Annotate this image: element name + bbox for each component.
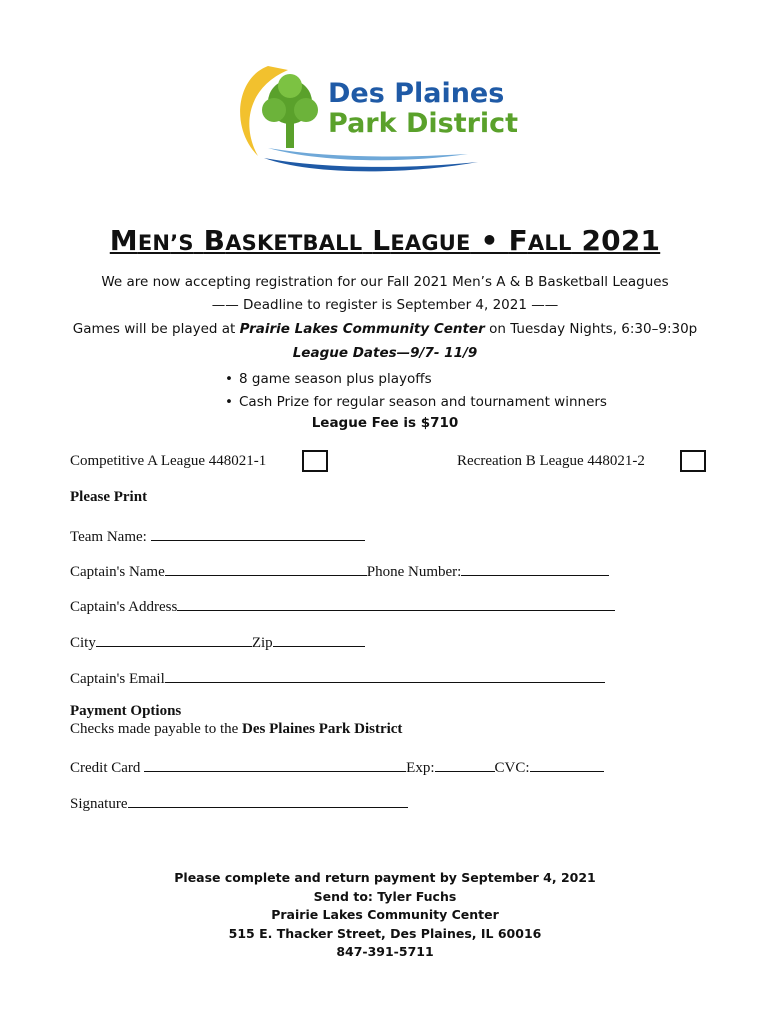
league-dates: League Dates—9/7- 11/9 — [292, 345, 478, 361]
credit-card-row: Credit Card Exp: CVC: — [70, 757, 604, 777]
league-fee: League Fee is $710 — [311, 415, 459, 431]
feature-list — [225, 368, 607, 414]
signature-field[interactable] — [128, 793, 408, 808]
captain-name-field[interactable] — [165, 561, 367, 576]
email-row: Captain's Email — [70, 668, 605, 688]
signature-row: Signature — [70, 793, 408, 813]
address-row: Captain's Address — [70, 596, 615, 616]
captain-name-row: Captain's Name Phone Number: — [70, 561, 609, 581]
footer-line: Please complete and return payment by September 4, 2021 — [174, 870, 596, 885]
list-item: • 8 game season plus playoffs — [225, 371, 432, 387]
credit-card-field[interactable] — [144, 757, 406, 772]
footer-line: 515 E. Thacker Street, Des Plaines, IL 60016 — [228, 925, 542, 941]
city-zip-row: City Zip — [70, 632, 365, 652]
park-district-logo — [228, 58, 548, 176]
list-item: • Cash Prize for regular season and tournament winners — [225, 394, 607, 410]
competitive-a-checkbox[interactable] — [302, 450, 328, 472]
phone-field[interactable] — [461, 561, 609, 576]
email-field[interactable] — [165, 668, 605, 683]
deadline-line: —— Deadline to register is September 4, 2021 —— — [211, 297, 559, 313]
logo-line-1: Des Plaines — [328, 78, 505, 109]
footer-line: 847-391-5711 — [336, 944, 434, 959]
logo-line-2: Park District — [328, 108, 519, 139]
recreation-b-checkbox[interactable] — [680, 450, 706, 472]
return-instructions — [0, 869, 770, 962]
exp-field[interactable] — [435, 757, 495, 772]
footer-line: Prairie Lakes Community Center — [271, 907, 499, 922]
intro-line-1: We are now accepting registration for our Fall 2021 Men’s A & B Basketball Leagues — [101, 274, 669, 290]
payment-title: Payment Options — [70, 703, 182, 719]
games-line: Games will be played at Prairie Lakes Community Center on Tuesday Nights, 6:30–9:30p — [72, 321, 698, 337]
address-field[interactable] — [177, 596, 615, 611]
checks-line: Checks made payable to the Des Plaines Park District — [70, 721, 403, 737]
team-name-field[interactable] — [151, 526, 365, 541]
footer-line: Send to: Tyler Fuchs — [313, 888, 457, 904]
cvc-field[interactable] — [530, 757, 604, 772]
option-a-label: Competitive A League 448021-1 — [70, 453, 267, 469]
city-field[interactable] — [96, 632, 252, 647]
option-b-label: Recreation B League 448021-2 — [457, 453, 645, 469]
page-title: MEN’S BASKETBALL LEAGUE • FALL 2021 — [109, 224, 661, 257]
team-name-row: Team Name: — [70, 526, 365, 546]
zip-field[interactable] — [273, 632, 365, 647]
please-print: Please Print — [70, 489, 148, 505]
